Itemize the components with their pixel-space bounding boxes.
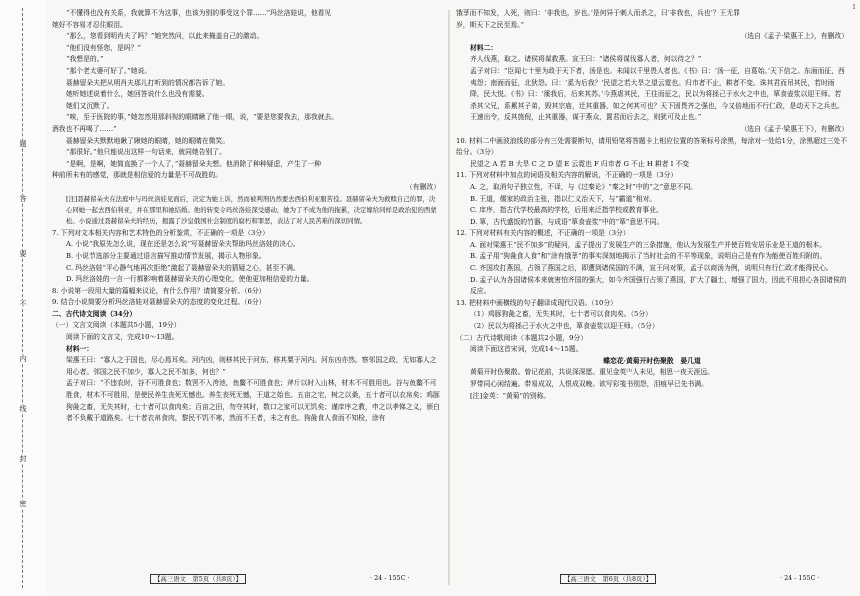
material-label: 材料二：: [470, 43, 498, 52]
option-c: C. 庠序，指古代学校最高的学校，后用来泛指学校或教育事业。: [470, 206, 663, 215]
text-line: 她好不容易才忍住眼泪。: [52, 20, 127, 29]
source-citation: （选自《孟子·梁惠王下》，有删改）: [740, 124, 848, 133]
option-a: A. 之，取消句子独立性，不译，与《过秦论》“秦之时”中的“之”意思不同。: [470, 182, 698, 191]
text-line: 酒我也不再喝了……”: [52, 124, 117, 133]
binding-label: 答: [14, 195, 32, 203]
binding-label: 线: [14, 405, 32, 413]
translation-item: （2）民以为将拯己于水火之中也，箪食壶浆以迎王师。（5分）: [470, 322, 659, 331]
text-line: 聂赫留朵夫默默地瞅了瞅她的眼睛，她的眼睛在微笑。: [66, 136, 230, 145]
binding-label: 要: [14, 250, 32, 258]
source-citation: （选自《孟子·梁惠王上》，有删改）: [740, 32, 848, 41]
option-c: C. 齐国攻打燕国，占领了燕国之后，即遭到诸侯国的不满，宣王问对策，孟子以商汤为例，说明只有行仁政才能得民心。: [470, 264, 833, 273]
binding-label: 内: [14, 355, 32, 363]
subsection-heading: （一）文言文阅读（本题共5小题，19分）: [52, 321, 181, 330]
option-a: A. 面对梁惠王“民不加多”的疑问，孟子提出了发展生产的三条措施，他认为发展生产并使百姓安居乐业是王道的根本。: [470, 240, 827, 249]
option-d: D. 玛丝洛娃的一言一行都影响着聂赫留朵夫的心理变化，使他更加相信爱的力量。: [66, 275, 314, 284]
text-line: “唉，至于医院的事，”她忽然用那斜视的眼睛瞅了他一眼，说，“要是您要我去，那我就去。: [66, 113, 339, 122]
material-label: 材料一：: [66, 344, 94, 353]
source-citation: （有删改）: [406, 182, 440, 191]
classical-text: 孟子对曰：“臣闻七十里为政于天下者，汤是也。未闻以千里畏人者也。《书》曰：‘汤一征，自葛始。’天下信之。东面而征，西夷怨；南面而征，北狄怨。曰：‘奚为后我？’民望之若大旱之望云霓也。归市者不止，耕者不变。诛其君而吊其民，若时雨降，民大悦。《书》曰：‘徯我后，后来其苏。’今燕虐其民，王往而征之，民以为将拯己于水火之中也，箪食壶浆以迎王师。若杀其父兄，系累其子弟，毁其宗庙，迁其重器，如之何其可也？天下固畏齐之强也，今又倍地而不行仁政，是动天下之兵也。王速出令，反其旄倪，止其重器，谋于燕众，置君而后去之，则犹可及止也。”: [470, 66, 845, 122]
page-fold: [448, 10, 450, 585]
question-11: 11. 下列对材料中加点的词语及相关内容的解说，不正确的一项是（3分）: [456, 171, 678, 180]
option-b: B. 王道，儒家的政治主张，指以仁义治天下，与“霸道”相对。: [470, 194, 657, 203]
text-line: 种前所未有的感觉，那就是相信爱的力量是不可战胜的。: [52, 171, 222, 180]
footer-page-label: 【高三语文 第5页（共8页）】: [150, 574, 246, 583]
subsection-heading: （二）古代诗歌阅读（本题共2小题，9分）: [456, 333, 587, 342]
binding-label: 不: [14, 300, 32, 308]
text-line: “他们没有怪您，是吗？”: [66, 43, 141, 52]
left-page: [52, 8, 440, 425]
text-line: 她们又沉默了。: [66, 101, 114, 110]
question-8: 8. 小说第一段用大量的篇幅来议论，有什么作用？请简要分析。（6分）: [52, 286, 266, 295]
classical-text: 梁惠王曰：“寡人之于国也，尽心焉耳矣。河内凶，则移其民于河东，移其粟于河内。河东凶亦然。察邻国之政，无如寡人之用心者。邻国之民不加少，寡人之民不加多，何也？”: [66, 356, 437, 376]
option-d: D. 箪，古代盛饭的竹器，与成语“箪食壶浆”中的“箪”意思不同。: [470, 217, 664, 226]
option-b: B. 孟子用“狗彘食人食”和“涂有饿莩”的事实深刻地揭示了当时社会的不平等现象，说明自己是有作为能使百姓归附的。: [470, 252, 827, 261]
footer-code: · 24 - 155C ·: [780, 574, 820, 582]
text-line: “不懂得也没有关系，我就算不为这事，也该为别的事受这个罪……”玛丝洛娃说，他看见: [66, 9, 332, 17]
footer-page-label: 【高三语文 第6页（共8页）】: [560, 574, 656, 583]
text-line: “我想是的。”: [66, 55, 104, 64]
poem-line: 黄菊开时伤聚散。曾记花前，共说深深愿。重见金英⁽¹⁾人未见，相思一夜天涯远。: [470, 368, 714, 377]
binding-label: 密: [14, 500, 32, 508]
right-page: [456, 8, 848, 402]
text-line: “那么，您看到明肖夫了吗？”她突然问，以此来掩盖自己的激动。: [66, 32, 264, 41]
poem-line: 罗带同心闲结遍。带易成双，人恨成双晚。欲写彩笺书别怨，泪痕早已先书满。: [470, 380, 708, 388]
text-line: 岁，斯天下之民至焉。”: [456, 20, 525, 29]
question-9: 9. 结合小说简要分析玛丝洛娃对聂赫留朵夫的态度的变化过程。（6分）: [52, 298, 266, 307]
option-b: B. 小说节选部分主要通过语言描写推动情节发展，揭示人物形象。: [66, 251, 266, 260]
text-line: 聂赫留朵夫把从明肖夫那儿打听到的情况都告诉了她。: [66, 78, 230, 87]
footer-code: · 24 - 155C ·: [370, 574, 410, 582]
question-13: 13. 把材料中画横线的句子翻译成现代汉语。（10分）: [456, 298, 617, 307]
binding-margin: [0, 0, 46, 596]
text-line: “那个老太婆可好了。”她说。: [66, 66, 152, 75]
text-line: 饿莩而不知发，人死，则曰：‘非我也，岁也。’是何异于刺人而杀之，曰‘非我也，兵也’？王无罪: [456, 9, 740, 17]
option-c: C. 玛丝洛娃“平心静气地再次拒绝”激起了聂赫留朵夫的猜疑之心，甚至不满。: [66, 263, 300, 272]
binding-label: 封: [14, 455, 32, 463]
instruction: 阅读下面的文言文，完成10～13题。: [66, 333, 179, 342]
option-a: A. 小说“我原先怎么说，现在还是怎么说”写聂赫留朵夫帮助玛丝洛娃的决心。: [66, 240, 300, 249]
segmentation-line: 民望之 A 若 B 大旱 C 之 D 望 E 云霓也 F 归市者 G 不止 H 耕者 I 不变: [470, 159, 690, 168]
poem-title: 蝶恋花·黄菊开时伤聚散 晏几道: [603, 356, 701, 365]
binding-label: 题: [14, 140, 32, 148]
classical-text: 齐人伐燕，取之。诸侯将谋救燕。宣王曰：“诸侯将谋伐寡人者，何以待之？”: [470, 55, 702, 64]
question-7: 7. 下列对文本相关内容和艺术特色的分析鉴赏，不正确的一项是（3分）: [52, 228, 269, 237]
classical-text: 孟子对曰：“不违农时，谷不可胜食也；数罟不入洿池，鱼鳖不可胜食也；斧斤以时入山林，材木不可胜用也。谷与鱼鳖不可胜食，材木不可胜用，是使民养生丧死无憾也。养生丧死无憾，王道之始也。五亩之宅，树之以桑，五十者可以衣帛矣；鸡豚狗彘之畜，无失其时，七十者可以食肉矣；百亩之田，勿夺其时，数口之家可以无饥矣；谨庠序之教，申之以孝悌之义，颁白者不负戴于道路矣。七十者衣帛食肉，黎民不饥不寒，然而不王者，未之有也。狗彘食人食而不知检，涂有: [66, 379, 440, 423]
question-10: 10. 材料二中画波浪线的部分有三处需要断句，请用铅笔将答题卡上相应位置的答案标号涂黑，每涂对一处给1分，涂黑超过三处不给分。（3分）: [456, 136, 848, 157]
corner-mark: 1: [852, 4, 856, 11]
option-d: D. 孟子认为各国诸侯本来就害怕齐国的强大，如今齐国强行占领了燕国，扩大了疆土，增强了国力，因此不用担心各国诸侯的反应。: [470, 275, 847, 296]
text-line: 她听她述说着什么，她回答说什么也没有需要。: [66, 90, 209, 99]
instruction: 阅读下面这首宋词，完成14～15题。: [470, 345, 583, 354]
section-heading: 二、古代诗文阅读（34分）: [52, 309, 137, 318]
text-line: “那很好。”他只能说出这样一句话来，就同她告别了。: [66, 148, 226, 157]
poem-note: [注]金英：“黄菊”的别称。: [470, 391, 551, 400]
text-line: “是啊，是啊，她简直换了一个人了，”聂赫留朵夫想。他消除了种种疑虑，产生了一种: [66, 159, 322, 168]
question-12: 12. 下列对材料有关内容的概述，不正确的一项是（3分）: [456, 229, 630, 238]
translation-item: （1）鸡豚狗彘之畜，无失其时，七十者可以食肉矣。（5分）: [470, 310, 652, 319]
footnote: [注]聂赫留朵夫在法庭中与玛丝洛娃见面后，决定为她上诉，然而被判刑仍然要去西伯利亚服苦役。聂赫留朵夫为救赎自己的罪，决心同她一起去西伯利亚，并在那里和她结婚。他的转变令玛丝洛娃深受感动，她为了不成为他的拖累，决定嫁给同样是政治犯的西蒙松。小说通过聂赫留朵夫的经历，揭露了沙皇俄国社会制度的腐朽和罪恶，表达了对人民苦难的深切同情。: [66, 194, 437, 226]
